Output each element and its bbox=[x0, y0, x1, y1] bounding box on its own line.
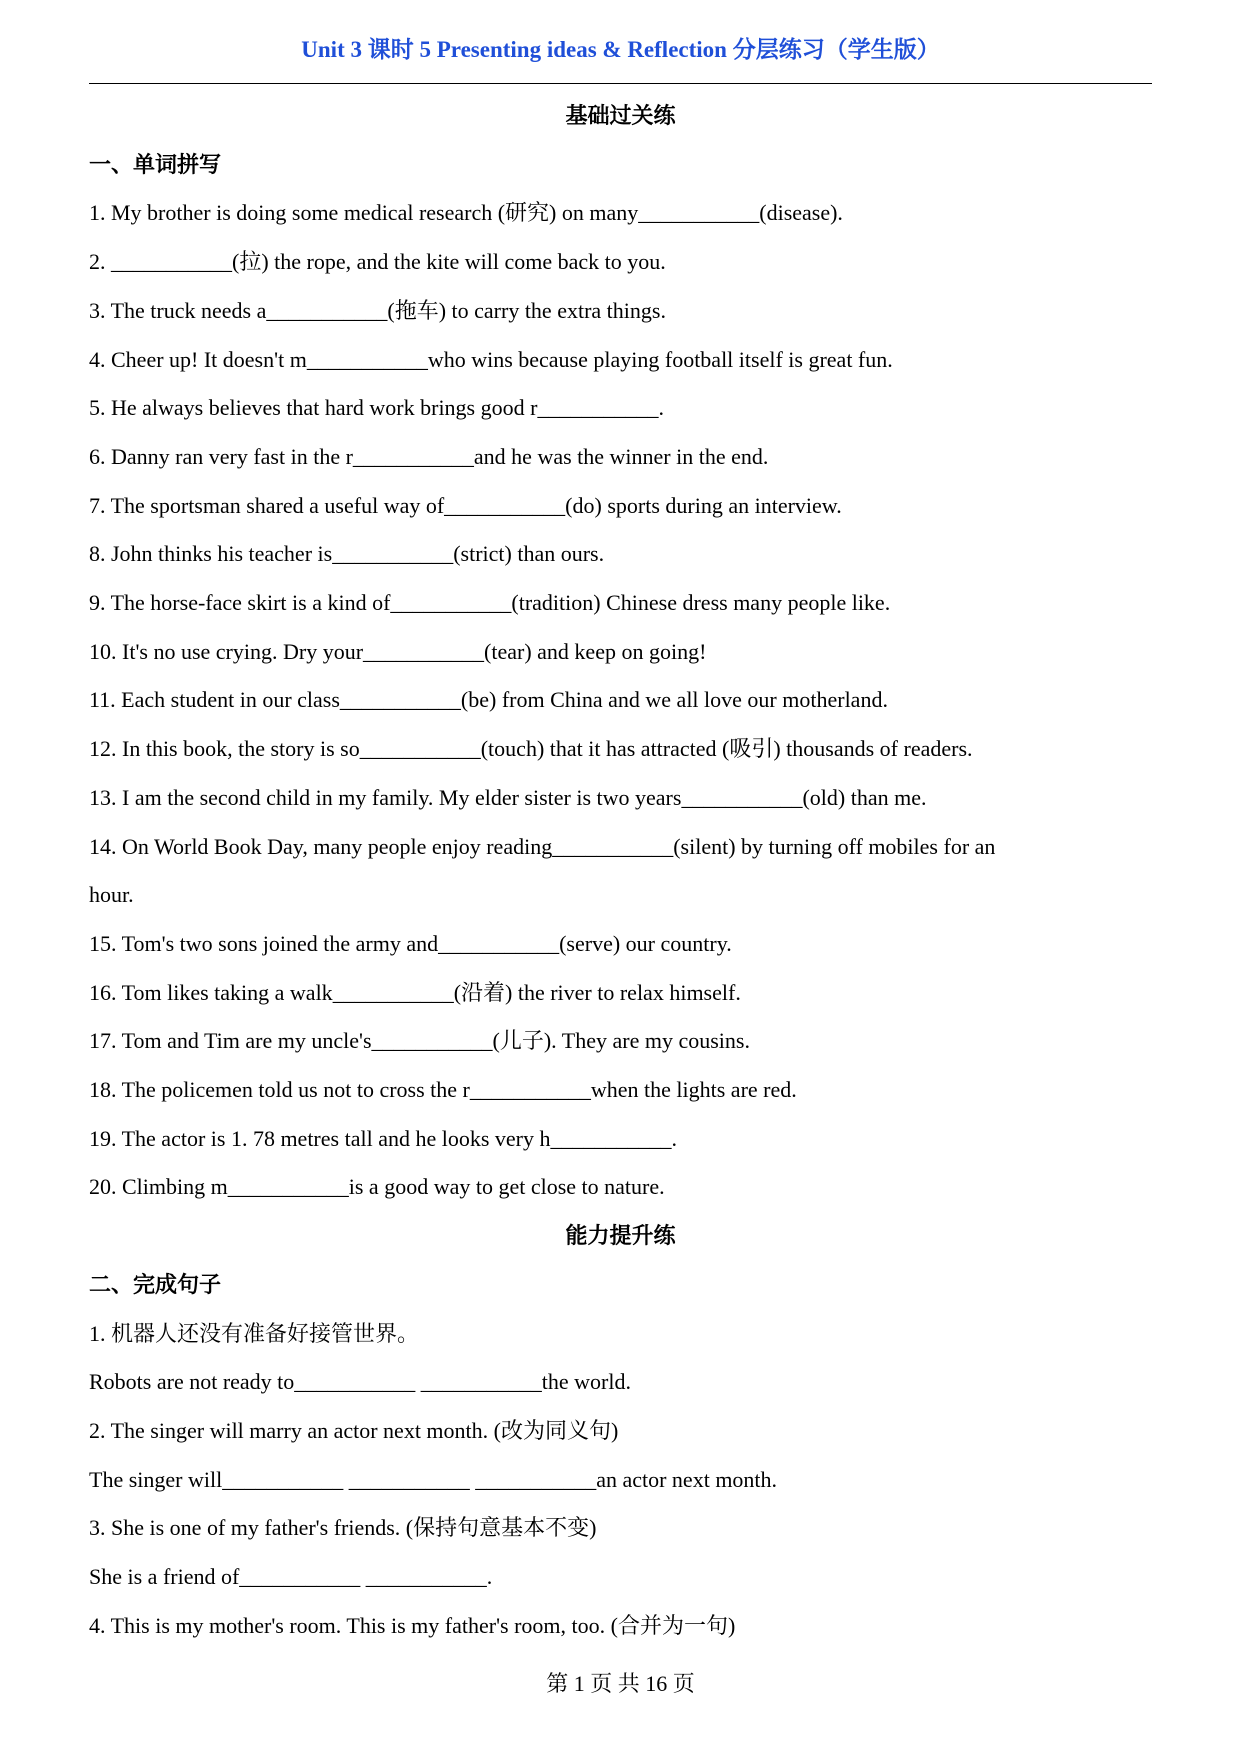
answer-blank[interactable]: ___________ bbox=[638, 200, 760, 226]
answer-blank[interactable]: ___________ bbox=[371, 1028, 493, 1054]
question-8: 8. John thinks his teacher is___________(strict) than ours. bbox=[89, 541, 605, 567]
question-19: 19. The actor is 1. 78 metres tall and he looks very h___________. bbox=[89, 1125, 677, 1151]
question-2: 2. ___________(拉) the rope, and the kite will come back to you. bbox=[89, 249, 666, 275]
answer-blank[interactable]: ___________ bbox=[222, 1466, 344, 1492]
document-body bbox=[89, 92, 1152, 1651]
header-divider bbox=[89, 83, 1152, 84]
question-9: 9. The horse-face skirt is a kind of___________(tradition) Chinese dress many people like. bbox=[89, 590, 891, 616]
question-14-continued: hour. bbox=[89, 882, 134, 908]
question-6: 6. Danny ran very fast in the r___________and he was the winner in the end. bbox=[89, 443, 769, 469]
answer-blank[interactable]: ___________ bbox=[537, 395, 659, 421]
answer-blank[interactable]: ___________ bbox=[438, 930, 560, 956]
part1-title: 一、单词拼写 bbox=[89, 151, 222, 177]
question-15: 15. Tom's two sons joined the army and___________(serve) our country. bbox=[89, 930, 732, 956]
answer-blank[interactable]: ___________ bbox=[550, 1125, 672, 1151]
answer-blank[interactable]: ___________ bbox=[306, 346, 428, 372]
answer-blank[interactable]: ___________ bbox=[552, 833, 674, 859]
answer-blank[interactable]: ___________ bbox=[348, 1466, 470, 1492]
sentence-4-prompt: 4. This is my mother's room. This is my father's room, too. (合并为一句) bbox=[89, 1612, 736, 1638]
answer-blank[interactable]: ___________ bbox=[444, 492, 566, 518]
question-12: 12. In this book, the story is so___________(touch) that it has attracted (吸引) thousands of readers. bbox=[89, 736, 973, 762]
answer-blank[interactable]: ___________ bbox=[469, 1077, 591, 1103]
answer-blank[interactable]: ___________ bbox=[266, 297, 388, 323]
question-4: 4. Cheer up! It doesn't m___________who wins because playing football itself is great fun. bbox=[89, 346, 893, 372]
answer-blank[interactable]: ___________ bbox=[352, 443, 474, 469]
page-footer: 第 1 页 共 16 页 bbox=[546, 1671, 695, 1696]
sentence-1-answer: Robots are not ready to___________ ___________the world. bbox=[89, 1369, 631, 1395]
answer-blank[interactable]: ___________ bbox=[681, 784, 803, 810]
answer-blank[interactable]: ___________ bbox=[332, 979, 454, 1005]
answer-blank[interactable]: ___________ bbox=[365, 1564, 487, 1590]
question-10: 10. It's no use crying. Dry your___________(tear) and keep on going! bbox=[89, 638, 707, 664]
question-11: 11. Each student in our class___________(be) from China and we all love our motherland. bbox=[89, 687, 888, 713]
question-17: 17. Tom and Tim are my uncle's___________(儿子). They are my cousins. bbox=[89, 1028, 750, 1054]
answer-blank[interactable]: ___________ bbox=[475, 1466, 597, 1492]
sentence-3-prompt: 3. She is one of my father's friends. (保持句意基本不变) bbox=[89, 1515, 597, 1541]
question-20: 20. Climbing m___________is a good way to get close to nature. bbox=[89, 1174, 665, 1200]
question-7: 7. The sportsman shared a useful way of___________(do) sports during an interview. bbox=[89, 492, 842, 518]
question-1: 1. My brother is doing some medical research (研究) on many___________(disease). bbox=[89, 200, 843, 226]
answer-blank[interactable]: ___________ bbox=[332, 541, 454, 567]
sentence-3-answer: She is a friend of___________ ___________. bbox=[89, 1564, 493, 1590]
sentence-2-answer: The singer will___________ ___________ ___________an actor next month. bbox=[89, 1466, 778, 1492]
question-16: 16. Tom likes taking a walk___________(沿着) the river to relax himself. bbox=[89, 979, 741, 1005]
answer-blank[interactable]: ___________ bbox=[339, 687, 461, 713]
question-14: 14. On World Book Day, many people enjoy reading___________(silent) by turning off mobiles for an bbox=[89, 833, 996, 859]
sentence-2-prompt: 2. The singer will marry an actor next month. (改为同义句) bbox=[89, 1417, 619, 1443]
basic-practice-title: 基础过关练 bbox=[565, 103, 676, 128]
header-title: Unit 3 课时 5 Presenting ideas & Reflection 分层练习（学生版） bbox=[301, 37, 940, 62]
question-5: 5. He always believes that hard work brings good r___________. bbox=[89, 395, 664, 421]
answer-blank[interactable]: ___________ bbox=[111, 249, 232, 275]
advanced-practice-title: 能力提升练 bbox=[565, 1223, 676, 1249]
answer-blank[interactable]: ___________ bbox=[420, 1369, 542, 1395]
answer-blank[interactable]: ___________ bbox=[363, 638, 485, 664]
answer-blank[interactable]: ___________ bbox=[390, 590, 512, 616]
question-18: 18. The policemen told us not to cross the r___________when the lights are red. bbox=[89, 1077, 797, 1103]
sentence-1-prompt: 1. 机器人还没有准备好接管世界。 bbox=[89, 1320, 420, 1346]
answer-blank[interactable]: ___________ bbox=[359, 736, 481, 762]
answer-blank[interactable]: ___________ bbox=[227, 1174, 349, 1200]
question-3: 3. The truck needs a___________(拖车) to carry the extra things. bbox=[89, 297, 666, 323]
question-13: 13. I am the second child in my family. My elder sister is two years___________(old) than me. bbox=[89, 784, 927, 810]
answer-blank[interactable]: ___________ bbox=[294, 1369, 416, 1395]
part2-title: 二、完成句子 bbox=[89, 1271, 222, 1297]
answer-blank[interactable]: ___________ bbox=[239, 1564, 361, 1590]
